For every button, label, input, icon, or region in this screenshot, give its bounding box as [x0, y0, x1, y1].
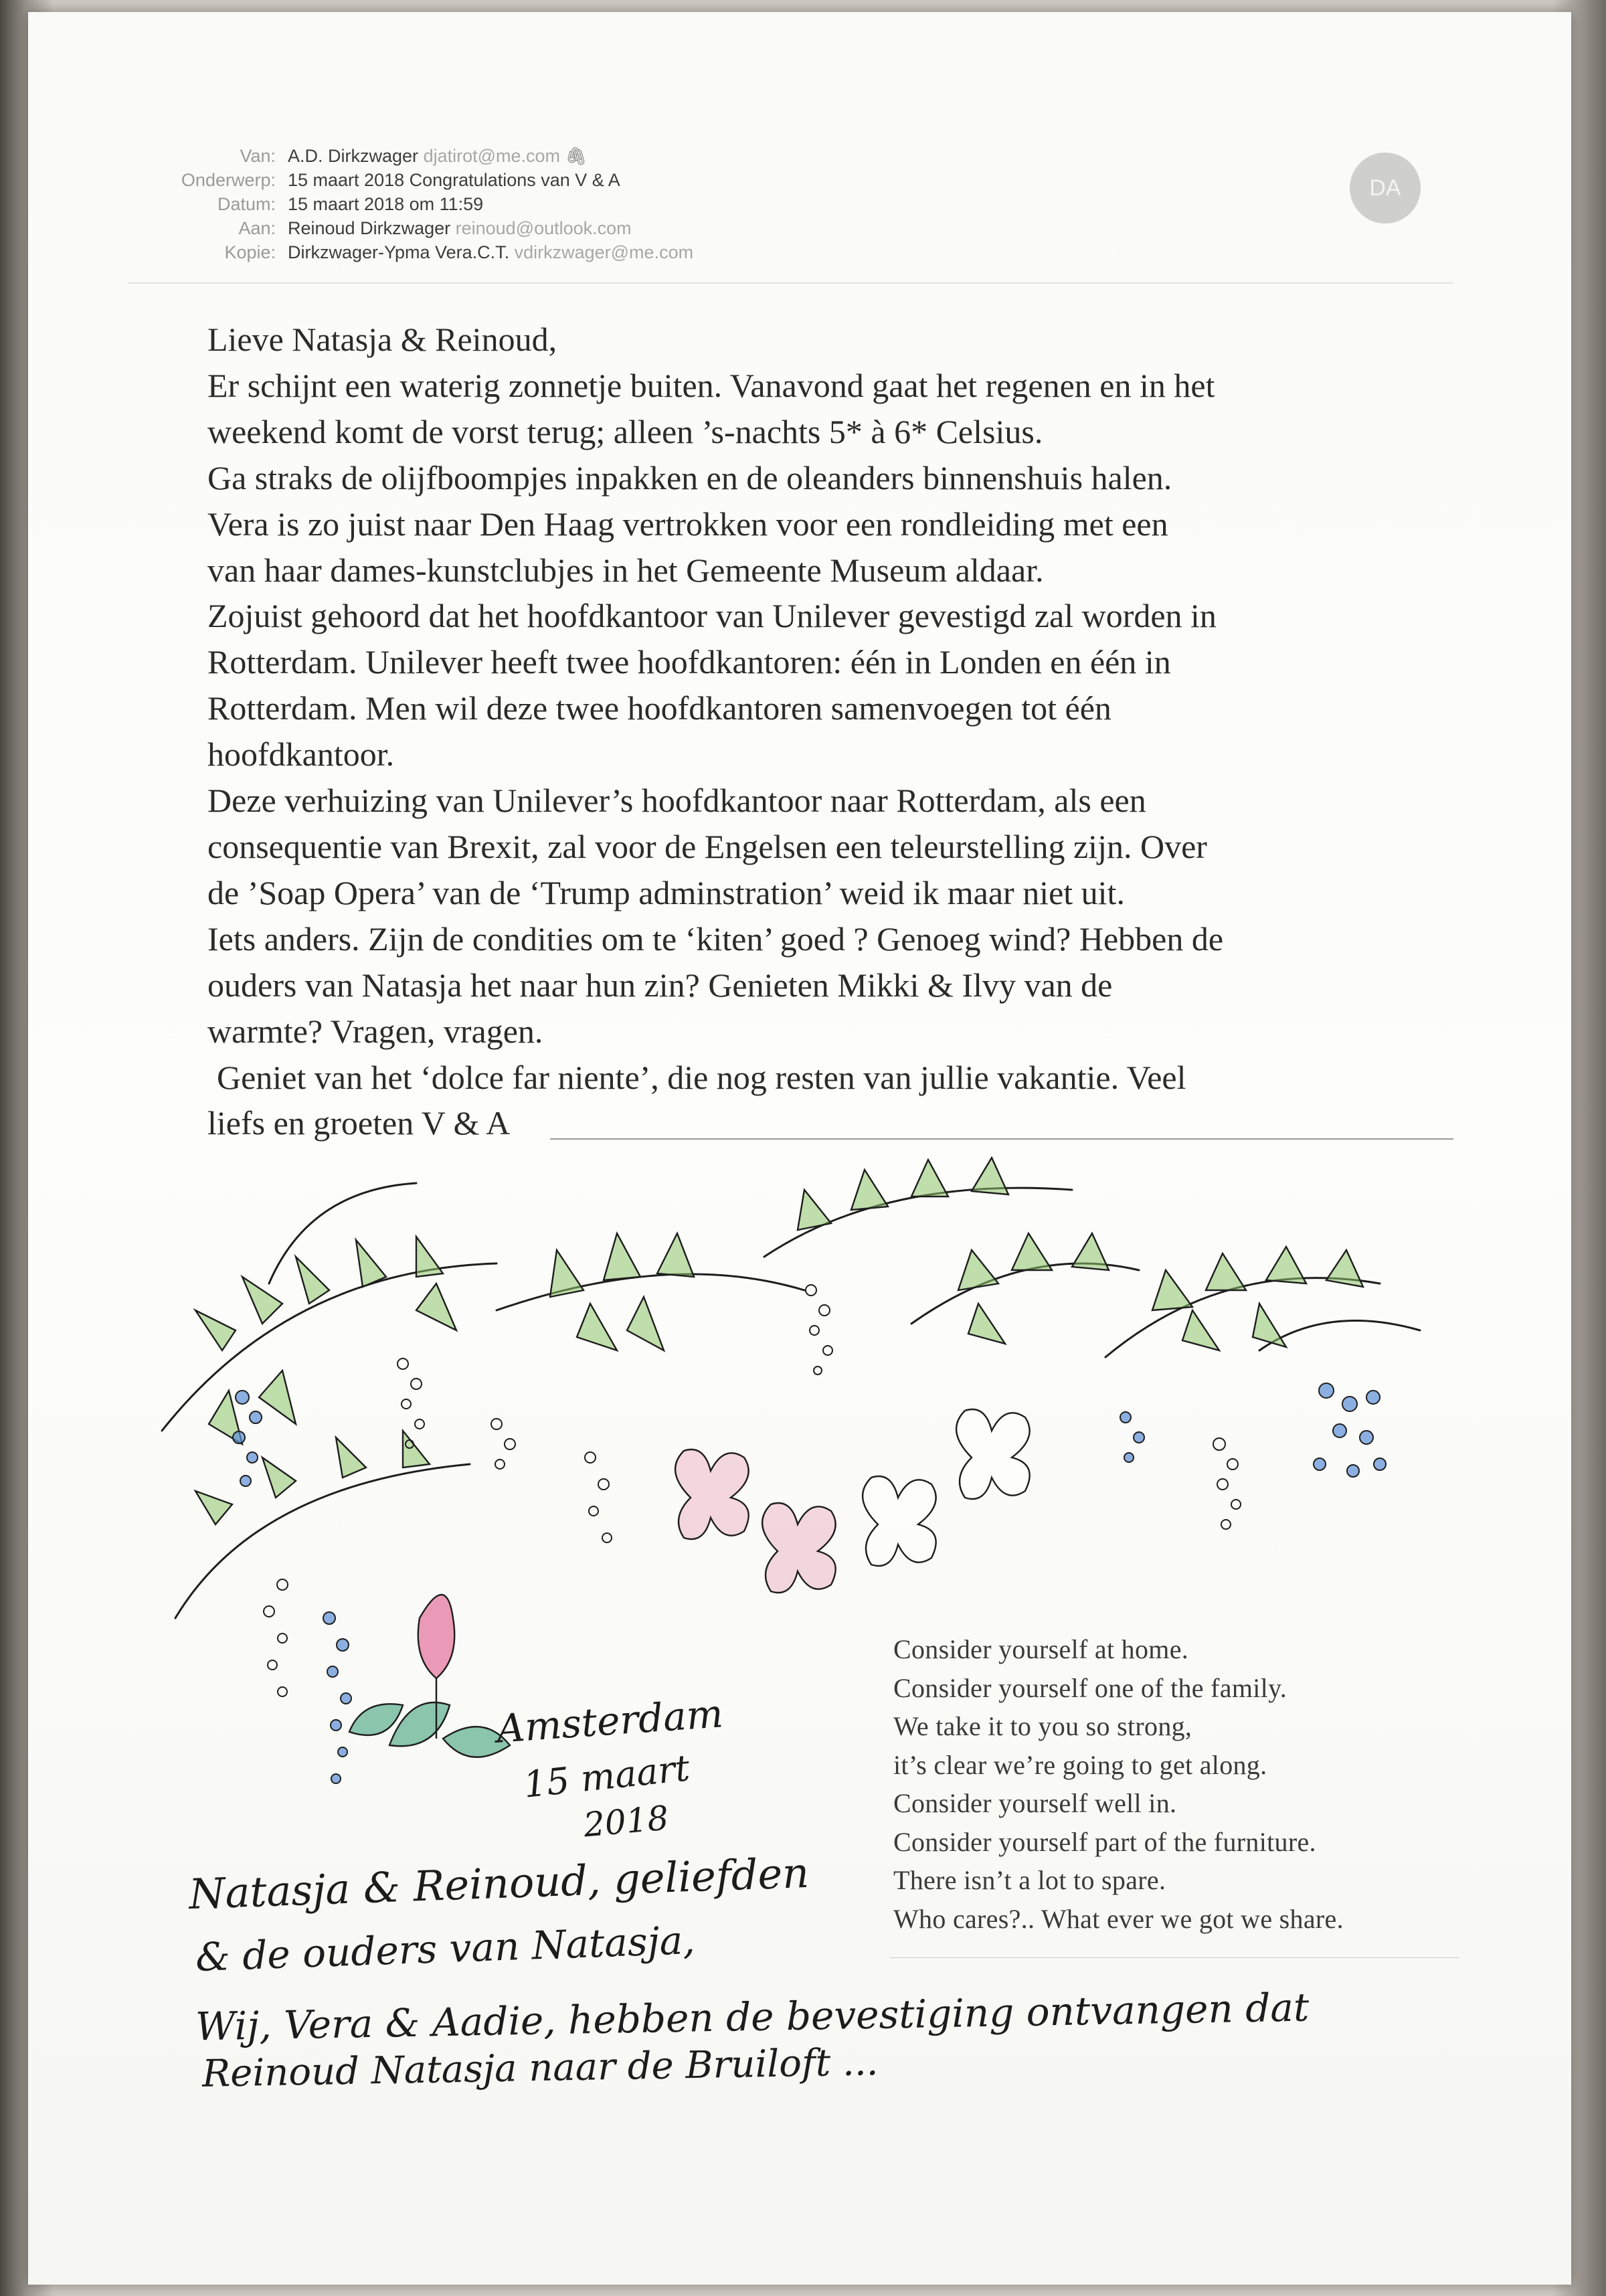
- letter-line: weekend komt de vorst terug; alleen ’s-nachts 5* à 6* Celsius.: [207, 412, 1043, 450]
- cc-email[interactable]: vdirkzwager@me.com: [514, 242, 694, 262]
- letter-line: van haar dames-kunstclubjes in het Gemeente Museum aldaar.: [207, 551, 1044, 589]
- handwritten-line: Reinoud Natasja naar de Bruiloft ...: [201, 2040, 879, 2096]
- letter-line: Deze verhuizing van Unilever’s hoofdkantoor naar Rotterdam, als een: [207, 782, 1146, 820]
- letter-line: Ga straks de olijfboompjes inpakken en de oleanders binnenshuis halen.: [207, 458, 1172, 497]
- from-email[interactable]: djatirot@me.com: [423, 146, 561, 166]
- handwritten-date: 15 maart: [521, 1747, 692, 1806]
- handwritten-line: Natasja & Reinoud, geliefden: [188, 1848, 810, 1919]
- to-name: Reinoud Dirkzwager: [288, 218, 451, 238]
- letter-line: ouders van Natasja het naar hun zin? Genieten Mikki & Ilvy van de: [207, 966, 1113, 1004]
- subject-value: 15 maart 2018 Congratulations van V & A: [288, 170, 620, 190]
- date-label: Datum:: [217, 194, 276, 214]
- sketch-top-rule: [550, 1138, 1453, 1140]
- letter-line: Rotterdam. Men wil deze twee hoofdkantoren samenvoegen tot één: [207, 689, 1111, 727]
- poem-line: it’s clear we’re going to get along.: [893, 1749, 1267, 1780]
- date-value: 15 maart 2018 om 11:59: [288, 194, 484, 214]
- from-label: Van:: [240, 146, 276, 166]
- poem-line: We take it to you so strong,: [893, 1711, 1192, 1741]
- poem-line: Consider yourself well in.: [893, 1788, 1177, 1818]
- handwritten-line: Wij, Vera & Aadie, hebben de bevestiging ontvangen dat: [195, 1984, 1310, 2050]
- cc-label: Kopie:: [224, 242, 276, 262]
- handwritten-line: & de ouders van Natasja,: [195, 1917, 696, 1981]
- poem-line: Who cares?.. What ever we got we share.: [893, 1903, 1344, 1934]
- letter-line: Geniet van het ‘dolce far niente’, die nog resten van jullie vakantie. Veel: [217, 1058, 1186, 1096]
- letter-line: Vera is zo juist naar Den Haag vertrokken voor een rondleiding met een: [207, 505, 1168, 543]
- letter-body: [207, 317, 1479, 1146]
- paperclip-icon: 🖇: [565, 146, 588, 166]
- cc-name: Dirkzwager-Ypma Vera.C.T.: [288, 242, 510, 262]
- letter-line: liefs en groeten V & A: [207, 1104, 511, 1142]
- subject-label: Onderwerp:: [181, 170, 276, 190]
- letter-line: Er schijnt een waterig zonnetje buiten. Vanavond gaat het regenen en in het: [207, 366, 1215, 404]
- from-name: A.D. Dirkzwager: [288, 146, 419, 166]
- letter-line: consequentie van Brexit, zal voor de Engelsen een teleurstelling zijn. Over: [207, 827, 1207, 865]
- poem-divider: [890, 1957, 1459, 1958]
- to-email[interactable]: reinoud@outlook.com: [455, 218, 632, 238]
- letter-line: de ’Soap Opera’ van de ‘Trump adminstration’ weid ik maar niet uit.: [207, 873, 1125, 911]
- letter-line: Rotterdam. Unilever heeft twee hoofdkantoren: één in Londen en één in: [207, 643, 1171, 681]
- header-divider: [128, 282, 1453, 284]
- poem-line: Consider yourself at home.: [893, 1634, 1189, 1664]
- to-label: Aan:: [238, 218, 276, 238]
- letter-line: Lieve Natasja & Reinoud,: [207, 321, 557, 358]
- handwritten-year: 2018: [582, 1798, 671, 1845]
- poem: [893, 1630, 1344, 1938]
- letter-sheet: [28, 12, 1571, 2285]
- greeting-card-sketch: [122, 1150, 1460, 2281]
- letter-line: warmte? Vragen, vragen.: [207, 1012, 543, 1050]
- poem-line: Consider yourself one of the family.: [893, 1672, 1287, 1703]
- poem-line: Consider yourself part of the furniture.: [893, 1826, 1316, 1857]
- letter-line: Iets anders. Zijn de condities om te ‘kiten’ goed ? Genoeg wind? Hebben de: [207, 919, 1224, 958]
- letter-line: hoofdkantoor.: [207, 735, 395, 774]
- handwritten-place: Amsterdam: [495, 1690, 725, 1752]
- avatar: DA: [1350, 153, 1421, 224]
- poem-line: There isn’t a lot to spare.: [893, 1865, 1166, 1895]
- letter-line: Zojuist gehoord dat het hoofdkantoor van Unilever gevestigd zal worden in: [207, 597, 1217, 635]
